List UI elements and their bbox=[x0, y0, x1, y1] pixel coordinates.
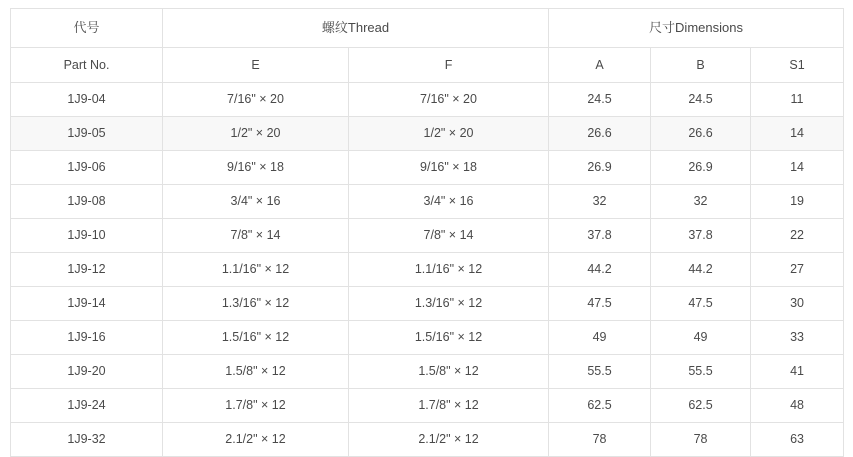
table-header-row-group bbox=[11, 9, 844, 48]
cell-s1: 48 bbox=[751, 389, 844, 423]
cell-part-no: 1J9-14 bbox=[11, 287, 163, 321]
cell-f: 7/16" × 20 bbox=[349, 83, 549, 117]
header-thread: 螺纹Thread bbox=[163, 9, 549, 48]
table-row bbox=[11, 253, 844, 287]
table-row bbox=[11, 389, 844, 423]
header-f: F bbox=[349, 48, 549, 83]
table-row bbox=[11, 83, 844, 117]
cell-e: 1.7/8" × 12 bbox=[163, 389, 349, 423]
cell-s1: 19 bbox=[751, 185, 844, 219]
cell-b: 78 bbox=[651, 423, 751, 457]
header-part-no: Part No. bbox=[11, 48, 163, 83]
cell-a: 55.5 bbox=[549, 355, 651, 389]
table-row bbox=[11, 287, 844, 321]
cell-f: 1.1/16" × 12 bbox=[349, 253, 549, 287]
cell-a: 62.5 bbox=[549, 389, 651, 423]
table-row bbox=[11, 185, 844, 219]
cell-part-no: 1J9-10 bbox=[11, 219, 163, 253]
table-row bbox=[11, 423, 844, 457]
cell-part-no: 1J9-04 bbox=[11, 83, 163, 117]
cell-a: 44.2 bbox=[549, 253, 651, 287]
cell-f: 1.7/8" × 12 bbox=[349, 389, 549, 423]
cell-f: 1/2" × 20 bbox=[349, 117, 549, 151]
cell-e: 1.5/16" × 12 bbox=[163, 321, 349, 355]
cell-b: 47.5 bbox=[651, 287, 751, 321]
table-row bbox=[11, 151, 844, 185]
table-body bbox=[11, 83, 844, 457]
header-e: E bbox=[163, 48, 349, 83]
cell-e: 9/16" × 18 bbox=[163, 151, 349, 185]
header-code: 代号 bbox=[11, 9, 163, 48]
cell-a: 49 bbox=[549, 321, 651, 355]
cell-part-no: 1J9-05 bbox=[11, 117, 163, 151]
cell-f: 9/16" × 18 bbox=[349, 151, 549, 185]
table-header-row-sub bbox=[11, 48, 844, 83]
cell-e: 1.1/16" × 12 bbox=[163, 253, 349, 287]
cell-b: 26.6 bbox=[651, 117, 751, 151]
header-b: B bbox=[651, 48, 751, 83]
cell-s1: 33 bbox=[751, 321, 844, 355]
cell-e: 2.1/2" × 12 bbox=[163, 423, 349, 457]
cell-e: 7/8" × 14 bbox=[163, 219, 349, 253]
cell-part-no: 1J9-16 bbox=[11, 321, 163, 355]
cell-b: 26.9 bbox=[651, 151, 751, 185]
cell-f: 7/8" × 14 bbox=[349, 219, 549, 253]
cell-s1: 11 bbox=[751, 83, 844, 117]
cell-f: 1.5/16" × 12 bbox=[349, 321, 549, 355]
cell-part-no: 1J9-08 bbox=[11, 185, 163, 219]
cell-part-no: 1J9-32 bbox=[11, 423, 163, 457]
cell-f: 1.5/8" × 12 bbox=[349, 355, 549, 389]
table-header bbox=[11, 9, 844, 83]
header-dimensions: 尺寸Dimensions bbox=[549, 9, 844, 48]
cell-a: 26.9 bbox=[549, 151, 651, 185]
specification-table bbox=[10, 8, 844, 457]
cell-s1: 30 bbox=[751, 287, 844, 321]
cell-s1: 41 bbox=[751, 355, 844, 389]
table-row bbox=[11, 117, 844, 151]
cell-b: 55.5 bbox=[651, 355, 751, 389]
cell-e: 7/16" × 20 bbox=[163, 83, 349, 117]
cell-a: 24.5 bbox=[549, 83, 651, 117]
cell-b: 32 bbox=[651, 185, 751, 219]
cell-e: 3/4" × 16 bbox=[163, 185, 349, 219]
cell-b: 62.5 bbox=[651, 389, 751, 423]
cell-part-no: 1J9-12 bbox=[11, 253, 163, 287]
cell-f: 2.1/2" × 12 bbox=[349, 423, 549, 457]
cell-b: 44.2 bbox=[651, 253, 751, 287]
cell-a: 78 bbox=[549, 423, 651, 457]
cell-s1: 14 bbox=[751, 151, 844, 185]
cell-f: 3/4" × 16 bbox=[349, 185, 549, 219]
table-row bbox=[11, 355, 844, 389]
cell-s1: 14 bbox=[751, 117, 844, 151]
cell-e: 1/2" × 20 bbox=[163, 117, 349, 151]
cell-s1: 27 bbox=[751, 253, 844, 287]
cell-a: 47.5 bbox=[549, 287, 651, 321]
cell-a: 32 bbox=[549, 185, 651, 219]
cell-a: 26.6 bbox=[549, 117, 651, 151]
cell-part-no: 1J9-20 bbox=[11, 355, 163, 389]
cell-e: 1.3/16" × 12 bbox=[163, 287, 349, 321]
cell-part-no: 1J9-24 bbox=[11, 389, 163, 423]
header-s1: S1 bbox=[751, 48, 844, 83]
cell-e: 1.5/8" × 12 bbox=[163, 355, 349, 389]
cell-b: 37.8 bbox=[651, 219, 751, 253]
cell-f: 1.3/16" × 12 bbox=[349, 287, 549, 321]
cell-s1: 63 bbox=[751, 423, 844, 457]
cell-s1: 22 bbox=[751, 219, 844, 253]
cell-part-no: 1J9-06 bbox=[11, 151, 163, 185]
cell-b: 24.5 bbox=[651, 83, 751, 117]
cell-b: 49 bbox=[651, 321, 751, 355]
table-row bbox=[11, 219, 844, 253]
cell-a: 37.8 bbox=[549, 219, 651, 253]
table-row bbox=[11, 321, 844, 355]
header-a: A bbox=[549, 48, 651, 83]
